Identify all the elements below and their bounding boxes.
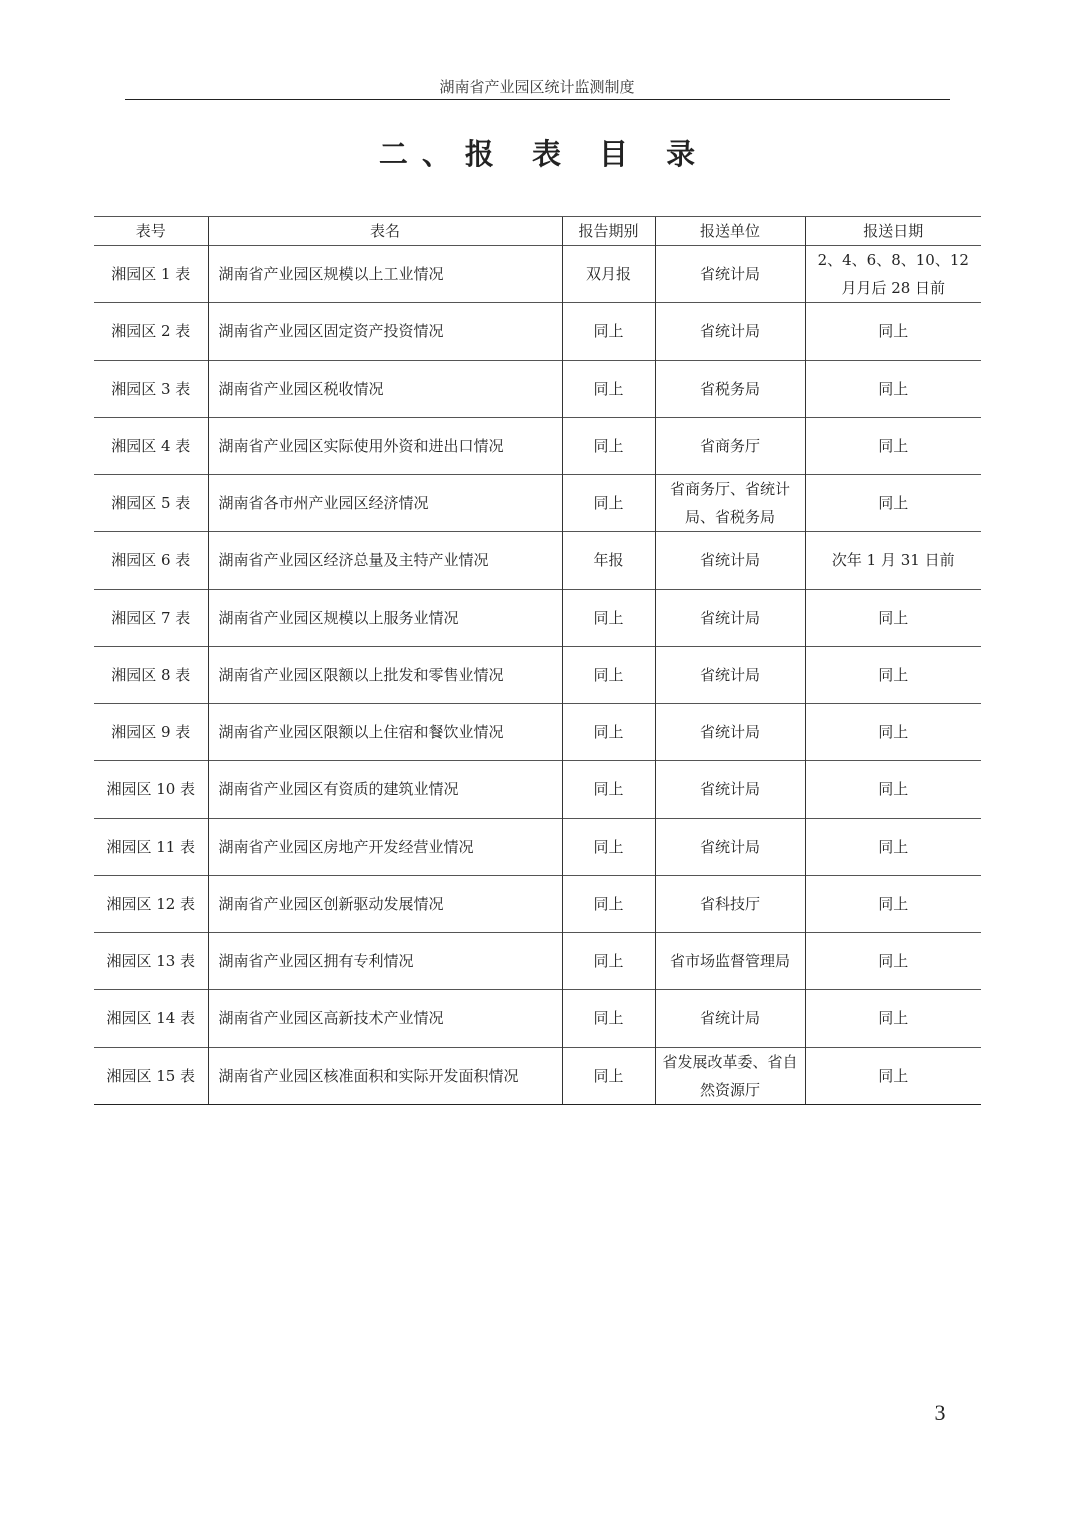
cell-date: 同上 bbox=[805, 475, 981, 532]
cell-date: 次年 1 月 31 日前 bbox=[805, 532, 981, 589]
header-divider bbox=[125, 99, 950, 100]
cell-name: 湖南省产业园区税收情况 bbox=[208, 360, 562, 417]
cell-unit: 省统计局 bbox=[655, 818, 805, 875]
report-catalog-table bbox=[94, 216, 981, 1105]
cell-date: 同上 bbox=[805, 818, 981, 875]
header-period: 报告期别 bbox=[562, 217, 655, 246]
table-row bbox=[94, 360, 981, 417]
cell-code: 湘园区 1 表 bbox=[94, 246, 208, 303]
cell-date: 同上 bbox=[805, 875, 981, 932]
cell-unit: 省税务局 bbox=[655, 360, 805, 417]
cell-date: 同上 bbox=[805, 990, 981, 1047]
table-row bbox=[94, 532, 981, 589]
cell-code: 湘园区 13 表 bbox=[94, 933, 208, 990]
cell-date: 同上 bbox=[805, 761, 981, 818]
cell-period: 同上 bbox=[562, 990, 655, 1047]
table-row bbox=[94, 475, 981, 532]
cell-code: 湘园区 11 表 bbox=[94, 818, 208, 875]
cell-date: 同上 bbox=[805, 303, 981, 360]
cell-period: 同上 bbox=[562, 875, 655, 932]
cell-name: 湖南省产业园区实际使用外资和进出口情况 bbox=[208, 417, 562, 474]
cell-code: 湘园区 5 表 bbox=[94, 475, 208, 532]
table-row bbox=[94, 875, 981, 932]
cell-name: 湖南省产业园区核准面积和实际开发面积情况 bbox=[208, 1047, 562, 1104]
cell-period: 同上 bbox=[562, 761, 655, 818]
cell-period: 同上 bbox=[562, 360, 655, 417]
cell-unit: 省商务厅 bbox=[655, 417, 805, 474]
cell-date: 同上 bbox=[805, 417, 981, 474]
cell-code: 湘园区 3 表 bbox=[94, 360, 208, 417]
table-row bbox=[94, 417, 981, 474]
cell-period: 双月报 bbox=[562, 246, 655, 303]
cell-unit: 省发展改革委、省自然资源厅 bbox=[655, 1047, 805, 1104]
cell-date: 同上 bbox=[805, 646, 981, 703]
header-date: 报送日期 bbox=[805, 217, 981, 246]
cell-unit: 省商务厅、省统计局、省税务局 bbox=[655, 475, 805, 532]
cell-code: 湘园区 2 表 bbox=[94, 303, 208, 360]
cell-name: 湖南省产业园区拥有专利情况 bbox=[208, 933, 562, 990]
cell-code: 湘园区 14 表 bbox=[94, 990, 208, 1047]
table-header-row bbox=[94, 217, 981, 246]
cell-unit: 省统计局 bbox=[655, 704, 805, 761]
cell-unit: 省统计局 bbox=[655, 990, 805, 1047]
table-row bbox=[94, 589, 981, 646]
table-row bbox=[94, 303, 981, 360]
cell-name: 湖南省产业园区有资质的建筑业情况 bbox=[208, 761, 562, 818]
cell-period: 同上 bbox=[562, 704, 655, 761]
cell-code: 湘园区 10 表 bbox=[94, 761, 208, 818]
cell-code: 湘园区 8 表 bbox=[94, 646, 208, 703]
table-row bbox=[94, 704, 981, 761]
cell-code: 湘园区 6 表 bbox=[94, 532, 208, 589]
cell-name: 湖南省产业园区限额以上批发和零售业情况 bbox=[208, 646, 562, 703]
cell-unit: 省统计局 bbox=[655, 303, 805, 360]
cell-name: 湖南省各市州产业园区经济情况 bbox=[208, 475, 562, 532]
cell-period: 同上 bbox=[562, 818, 655, 875]
running-header: 湖南省产业园区统计监测制度 bbox=[439, 78, 635, 96]
table-row bbox=[94, 818, 981, 875]
table-body bbox=[94, 246, 981, 1105]
cell-date: 同上 bbox=[805, 933, 981, 990]
cell-unit: 省统计局 bbox=[655, 646, 805, 703]
cell-name: 湖南省产业园区规模以上工业情况 bbox=[208, 246, 562, 303]
cell-name: 湖南省产业园区限额以上住宿和餐饮业情况 bbox=[208, 704, 562, 761]
page-number: 3 bbox=[934, 1400, 946, 1425]
table-row bbox=[94, 1047, 981, 1104]
cell-period: 同上 bbox=[562, 589, 655, 646]
cell-date: 同上 bbox=[805, 704, 981, 761]
cell-unit: 省科技厅 bbox=[655, 875, 805, 932]
cell-code: 湘园区 7 表 bbox=[94, 589, 208, 646]
table-row bbox=[94, 990, 981, 1047]
cell-period: 同上 bbox=[562, 933, 655, 990]
cell-unit: 省统计局 bbox=[655, 589, 805, 646]
cell-date: 2、4、6、8、10、12 月月后 28 日前 bbox=[805, 246, 981, 303]
cell-code: 湘园区 4 表 bbox=[94, 417, 208, 474]
cell-code: 湘园区 9 表 bbox=[94, 704, 208, 761]
cell-code: 湘园区 12 表 bbox=[94, 875, 208, 932]
cell-unit: 省统计局 bbox=[655, 246, 805, 303]
cell-date: 同上 bbox=[805, 589, 981, 646]
table-row bbox=[94, 246, 981, 303]
cell-period: 同上 bbox=[562, 303, 655, 360]
cell-name: 湖南省产业园区房地产开发经营业情况 bbox=[208, 818, 562, 875]
cell-name: 湖南省产业园区创新驱动发展情况 bbox=[208, 875, 562, 932]
table-row bbox=[94, 646, 981, 703]
cell-unit: 省市场监督管理局 bbox=[655, 933, 805, 990]
cell-unit: 省统计局 bbox=[655, 532, 805, 589]
cell-date: 同上 bbox=[805, 1047, 981, 1104]
cell-name: 湖南省产业园区高新技术产业情况 bbox=[208, 990, 562, 1047]
cell-name: 湖南省产业园区规模以上服务业情况 bbox=[208, 589, 562, 646]
cell-unit: 省统计局 bbox=[655, 761, 805, 818]
cell-period: 年报 bbox=[562, 532, 655, 589]
table-row bbox=[94, 933, 981, 990]
page-title: 二、报 表 目 录 bbox=[378, 137, 710, 171]
cell-name: 湖南省产业园区经济总量及主特产业情况 bbox=[208, 532, 562, 589]
header-code: 表号 bbox=[94, 217, 208, 246]
cell-period: 同上 bbox=[562, 646, 655, 703]
cell-period: 同上 bbox=[562, 1047, 655, 1104]
cell-date: 同上 bbox=[805, 360, 981, 417]
header-unit: 报送单位 bbox=[655, 217, 805, 246]
table-row bbox=[94, 761, 981, 818]
cell-code: 湘园区 15 表 bbox=[94, 1047, 208, 1104]
cell-period: 同上 bbox=[562, 475, 655, 532]
header-name: 表名 bbox=[208, 217, 562, 246]
cell-period: 同上 bbox=[562, 417, 655, 474]
cell-name: 湖南省产业园区固定资产投资情况 bbox=[208, 303, 562, 360]
